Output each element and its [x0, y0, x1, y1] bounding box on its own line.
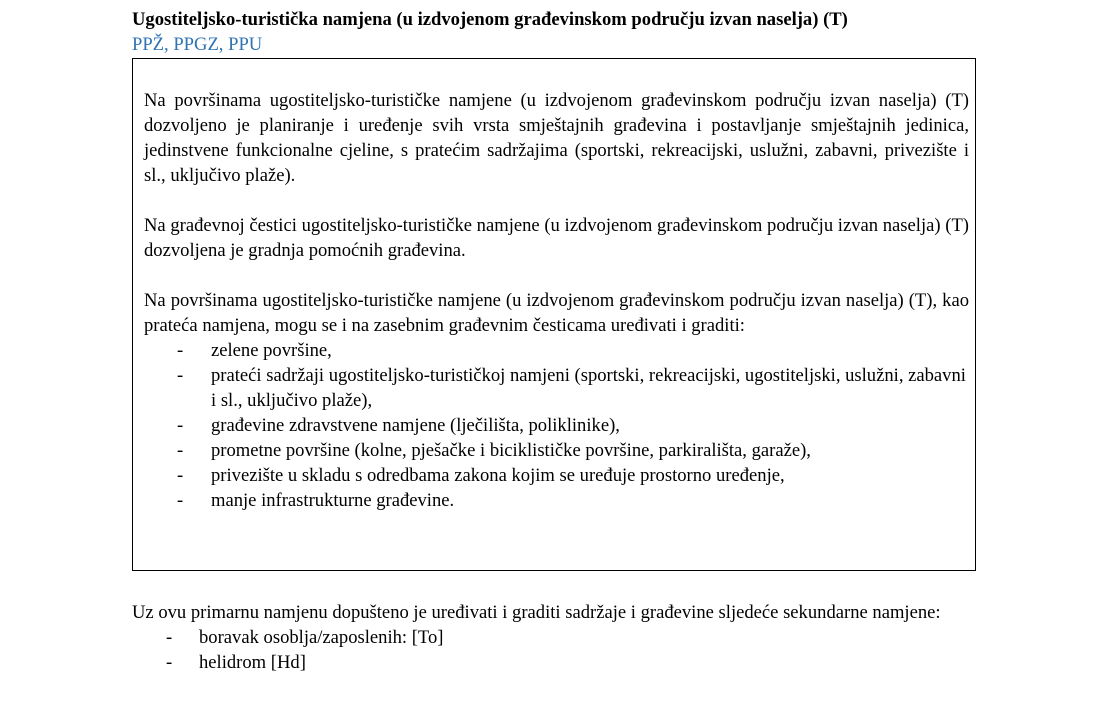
list-item — [144, 488, 969, 513]
source-documents-link[interactable]: PPŽ, PPGZ, PPU — [132, 34, 263, 55]
provision-paragraph-3: Na površinama ugostiteljsko-turističke namjene (u izdvojenom građevinskom području izvan naselja) (T), kao prateća namjena, mogu se i na zasebnim građevnim česticama uređivati i graditi: — [144, 290, 969, 336]
secondary-uses-intro: Uz ovu primarnu namjenu dopušteno je uređivati i graditi sadržaje i građevine sljedeće sekundarne namjene: — [132, 602, 941, 623]
list-item — [144, 463, 969, 488]
list-dash: - — [177, 490, 184, 511]
list-dash: - — [166, 627, 173, 648]
accompanying-uses-list — [144, 338, 969, 513]
list-item-text: prateći sadržaji ugostiteljsko-turističkoj namjeni (sportski, rekreacijski, ugostiteljski, uslužni, zabavni i sl., uključivo plaže), — [211, 365, 966, 411]
section-heading: Ugostiteljsko-turistička namjena (u izdvojenom građevinskom području izvan naselja) (T) — [132, 9, 848, 30]
list-dash: - — [177, 365, 184, 386]
list-dash: - — [177, 465, 184, 486]
list-item — [132, 625, 1032, 650]
list-item-text: zelene površine, — [211, 340, 332, 361]
list-dash: - — [177, 415, 184, 436]
provisions-box — [132, 58, 976, 571]
list-item — [132, 650, 1032, 675]
list-item-text: privezište u skladu s odredbama zakona kojim se uređuje prostorno uređenje, — [211, 465, 785, 486]
secondary-uses-section — [132, 600, 1032, 675]
provisions-box-content — [144, 88, 969, 513]
list-item-text: prometne površine (kolne, pješačke i biciklističke površine, parkirališta, garaže), — [211, 440, 811, 461]
list-item — [144, 438, 969, 463]
provision-paragraph-1: Na površinama ugostiteljsko-turističke namjene (u izdvojenom građevinskom području izvan naselja) (T) dozvoljeno je planiranje i uređenje svih vrsta smještajnih građevina i postavljanje smještajnih jedinica, jedinstvene funkcionalne cjeline, s pratećim sadržajima (sportski, rekreacijski, uslužni, zabavni, privezište i sl., uključivo plaže). — [144, 90, 969, 186]
list-item-text: boravak osoblja/zaposlenih: [To] — [199, 627, 444, 648]
list-dash: - — [177, 440, 184, 461]
list-item-text: manje infrastrukturne građevine. — [211, 490, 455, 511]
list-item — [144, 338, 969, 363]
list-item-text: helidrom [Hd] — [199, 652, 306, 673]
list-item — [144, 363, 969, 413]
list-dash: - — [177, 340, 184, 361]
secondary-uses-list — [132, 625, 1032, 675]
list-dash: - — [166, 652, 173, 673]
provision-paragraph-2: Na građevnoj čestici ugostiteljsko-turističke namjene (u izdvojenom građevinskom području izvan naselja) (T) dozvoljena je gradnja pomoćnih građevina. — [144, 215, 969, 261]
list-item — [144, 413, 969, 438]
list-item-text: građevine zdravstvene namjene (lječilišta, poliklinike), — [211, 415, 620, 436]
